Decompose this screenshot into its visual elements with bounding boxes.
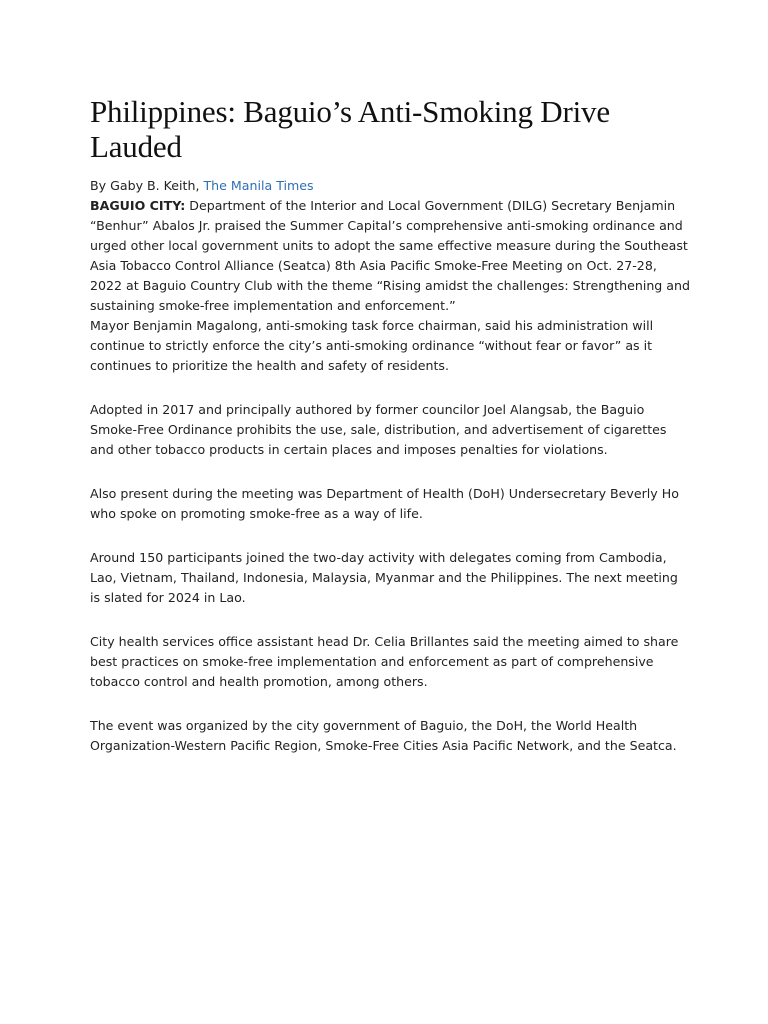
article xyxy=(90,94,690,756)
byline-author: By Gaby B. Keith, xyxy=(90,178,204,193)
lead-paragraph xyxy=(90,196,690,316)
article-title: Philippines: Baguio’s Anti-Smoking Drive Lauded xyxy=(90,94,610,164)
dateline: BAGUIO CITY: xyxy=(90,198,186,213)
article-body xyxy=(90,176,690,756)
paragraph-participants: Around 150 participants joined the two-day activity with delegates coming from Cambodia, Lao, Vietnam, Thailand, Indonesia, Malaysia, Myanmar and the Philippines. The next meeting is slated for 2024 in Lao. xyxy=(90,550,678,605)
paragraph-organizers: The event was organized by the city government of Baguio, the DoH, the World Health Organization-Western Pacific Region, Smoke-Free Cities Asia Pacific Network, and the Seatca. xyxy=(90,718,677,753)
paragraph-health-office: City health services office assistant head Dr. Celia Brillantes said the meeting aimed to share best practices on smoke-free implementation and enforcement as part of comprehensive tobacco control and health promotion, among others. xyxy=(90,634,679,689)
byline xyxy=(90,176,690,196)
lead-text: Department of the Interior and Local Government (DILG) Secretary Benjamin “Benhur” Abalos Jr. praised the Summer Capital’s comprehensive anti-smoking ordinance and urged other local government units to adopt the same effective measure during the Southeast Asia Tobacco Control Alliance (Seatca) 8th Asia Pacific Smoke-Free Meeting on Oct. 27-28, 2022 at Baguio Country Club with the theme “Rising amidst the challenges: Strengthening and sustaining smoke-free implementation and enforcement.” xyxy=(90,198,690,313)
paragraph-doh: Also present during the meeting was Department of Health (DoH) Undersecretary Beverly Ho who spoke on promoting smoke-free as a way of life. xyxy=(90,486,679,521)
source-link[interactable]: The Manila Times xyxy=(203,178,314,193)
paragraph-ordinance: Adopted in 2017 and principally authored by former councilor Joel Alangsab, the Baguio Smoke-Free Ordinance prohibits the use, sale, distribution, and advertisement of cigarettes and other tobacco products in certain places and imposes penalties for violations. xyxy=(90,402,667,457)
paragraph-mayor: Mayor Benjamin Magalong, anti-smoking task force chairman, said his administration will continue to strictly enforce the city’s anti-smoking ordinance “without fear or favor” as it continues to prioritize the health and safety of residents. xyxy=(90,318,654,373)
